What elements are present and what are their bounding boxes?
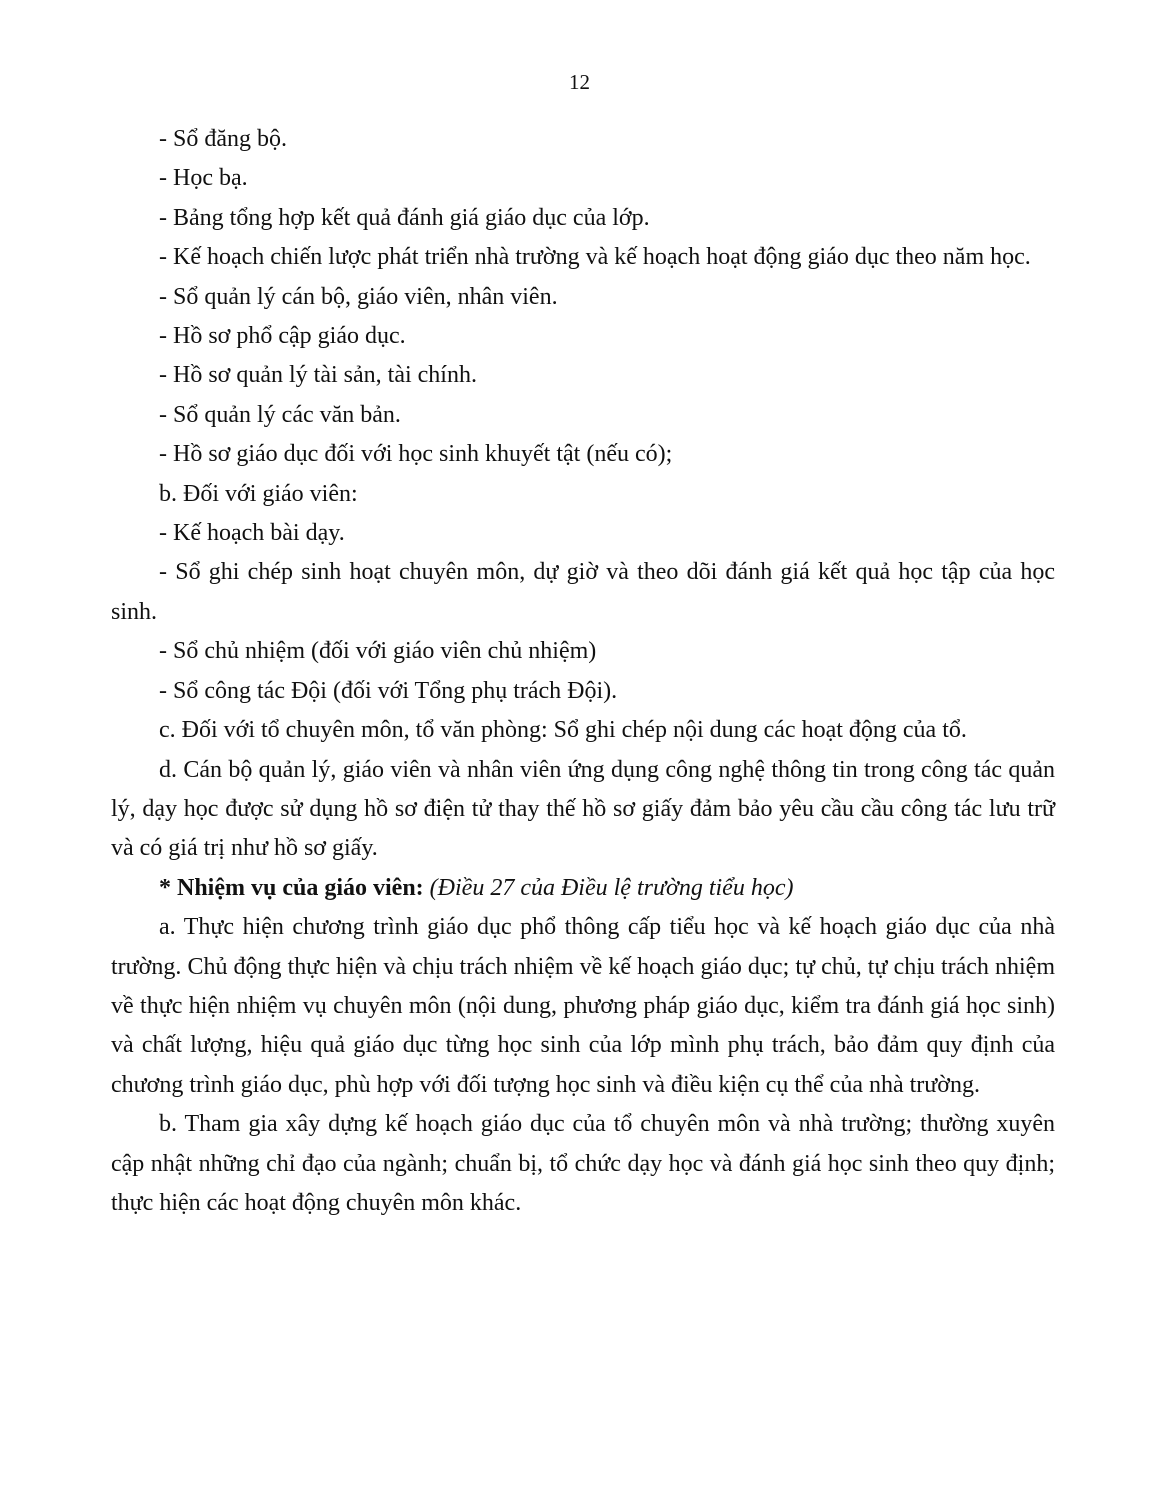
section-d-cong-nghe-thong-tin: d. Cán bộ quản lý, giáo viên và nhân viên ứng dụng công nghệ thông tin trong công tác quản lý, dạy học được sử dụng hồ sơ điện tử thay thế hồ sơ giấy đảm bảo yêu cầu cầu công tác lưu trữ và có giá trị như hồ sơ giấy. (111, 756, 1055, 862)
section-c-to-chuyen-mon: c. Đối với tổ chuyên môn, tổ văn phòng: Sổ ghi chép nội dung các hoạt động của tổ. (159, 717, 967, 744)
list-item-ho-so-pho-cap: - Hồ sơ phổ cập giáo dục. (159, 323, 406, 350)
list-item-bang-tong-hop: - Bảng tổng hợp kết quả đánh giá giáo dục của lớp. (159, 204, 650, 231)
list-item-hoc-ba: - Học bạ. (159, 165, 248, 192)
list-item-ho-so-khuyet-tat: - Hồ sơ giáo dục đối với học sinh khuyết tật (nếu có); (159, 441, 673, 468)
list-item-so-chu-nhiem: - Sổ chủ nhiệm (đối với giáo viên chủ nhiệm) (159, 638, 597, 665)
list-item-so-cong-tac-doi: - Sổ công tác Đội (đối với Tổng phụ trách Đội). (159, 677, 618, 704)
heading-italic-reference: (Điều 27 của Điều lệ trường tiểu học) (429, 874, 794, 901)
list-item-so-dang-bo: - Sổ đăng bộ. (159, 126, 287, 152)
document-body (111, 120, 1055, 1223)
list-item-so-quan-ly-can-bo: - Sổ quản lý cán bộ, giáo viên, nhân viên. (159, 283, 558, 310)
list-item-ho-so-tai-san: - Hồ sơ quản lý tài sản, tài chính. (159, 362, 477, 389)
list-item-ke-hoach-chien-luoc: - Kế hoạch chiến lược phát triển nhà trường và kế hoạch hoạt động giáo dục theo năm học. (159, 244, 1031, 271)
list-item-ke-hoach-bai-day: - Kế hoạch bài dạy. (159, 520, 345, 547)
list-item-so-ghi-chep: - Sổ ghi chép sinh hoạt chuyên môn, dự giờ và theo dõi đánh giá kết quả học tập của học sinh. (111, 559, 1055, 625)
section-b-teachers: b. Đối với giáo viên: (159, 480, 358, 507)
list-item-so-van-ban: - Sổ quản lý các văn bản. (159, 401, 401, 428)
duty-b: b. Tham gia xây dựng kế hoạch giáo dục của tổ chuyên môn và nhà trường; thường xuyên cập nhật những chỉ đạo của ngành; chuẩn bị, tổ chức dạy học và đánh giá học sinh theo quy định; thực hiện các hoạt động chuyên môn khác. (111, 1111, 1055, 1216)
page-number: 12 (569, 70, 590, 94)
teacher-duties-heading (111, 869, 1055, 908)
duty-a: a. Thực hiện chương trình giáo dục phổ thông cấp tiểu học và kế hoạch giáo dục của nhà trường. Chủ động thực hiện và chịu trách nhiệm về kế hoạch giáo dục; tự chủ, tự chịu trách nhiệm về thực hiện nhiệm vụ chuyên môn (nội dung, phương pháp giáo dục, kiểm tra đánh giá học sinh) và chất lượng, hiệu quả giáo dục từng học sinh của lớp mình phụ trách, bảo đảm quy định của chương trình giáo dục, phù hợp với đối tượng học sinh và điều kiện cụ thể của nhà trường. (111, 914, 1055, 1098)
heading-bold-text: * Nhiệm vụ của giáo viên: (159, 874, 424, 901)
